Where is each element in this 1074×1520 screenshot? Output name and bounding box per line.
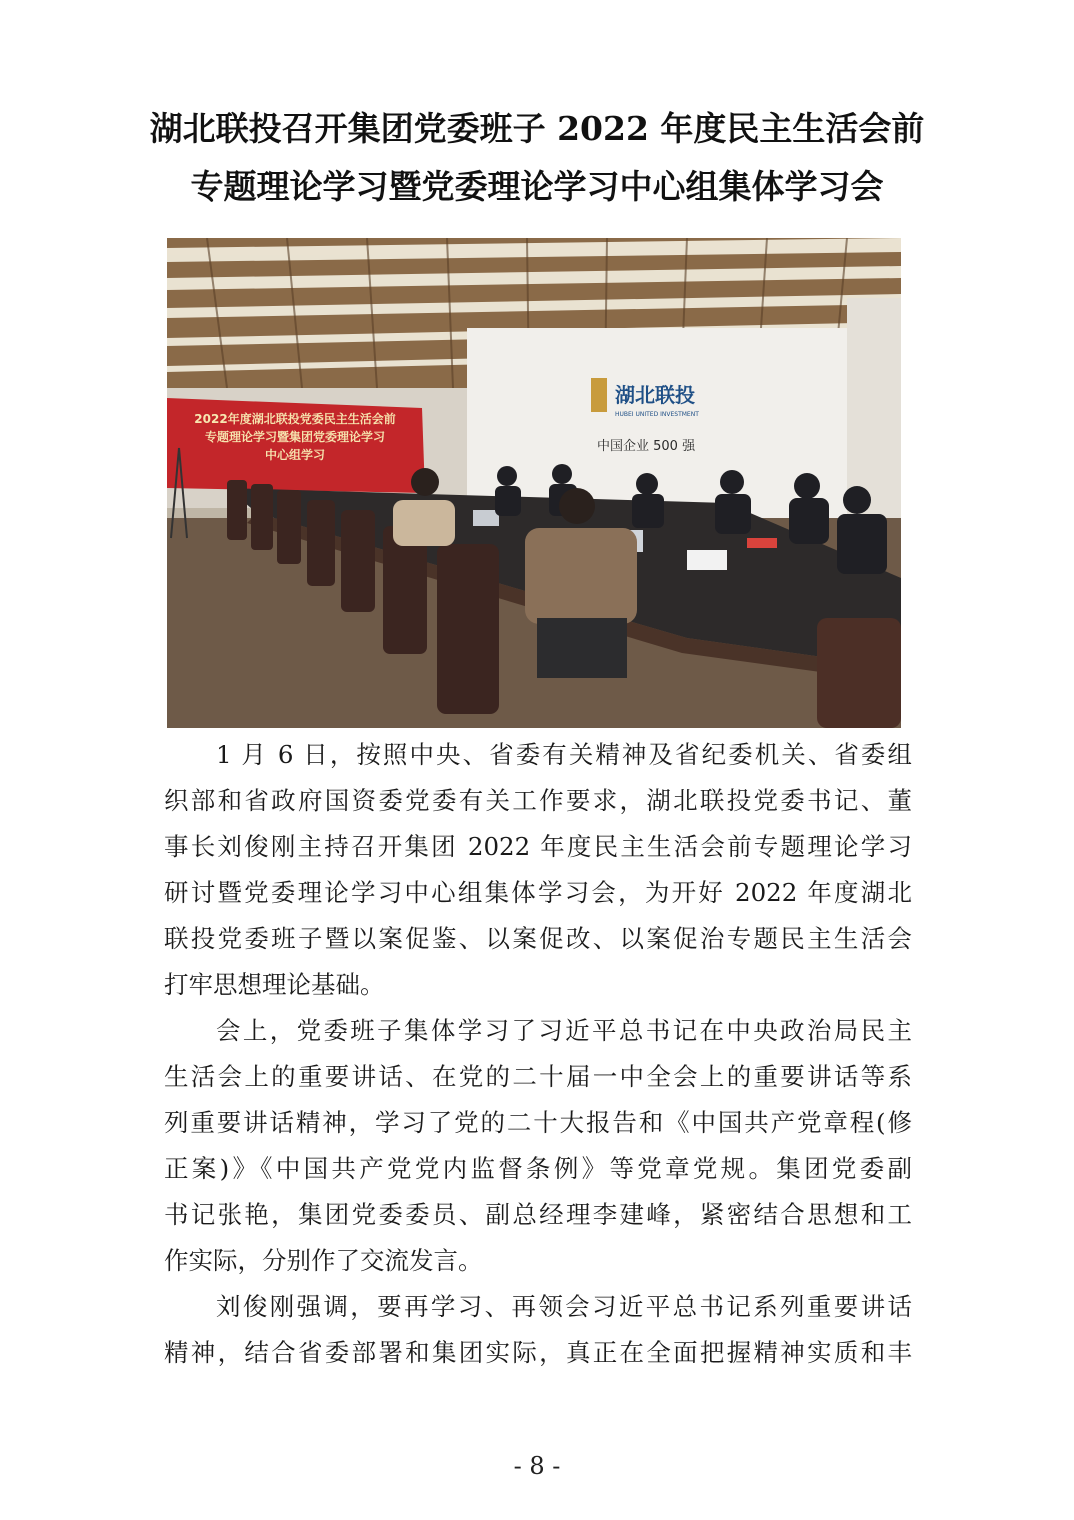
paragraph-2-line-3: 列重要讲话精神，学习了党的二十大报告和《中国共产党章程(修 <box>164 1108 912 1137</box>
paragraph-2-line-1: 会上，党委班子集体学习了习近平总书记在中央政治局民主 <box>216 1016 912 1045</box>
banner-line-2: 专题理论学习暨集团党委理论学习 <box>204 430 386 444</box>
wall-logo-text: 湖北联投 <box>615 383 695 407</box>
document-title <box>0 100 1074 216</box>
wall-slogan: 中国企业 500 强 <box>597 439 696 454</box>
meeting-photo <box>167 238 901 728</box>
company-logo-mark <box>591 378 607 412</box>
paragraph-1-line-3: 事长刘俊刚主持召开集团 2022 年度民主生活会前专题理论学习 <box>164 832 912 861</box>
paragraph-1-line-2: 织部和省政府国资委党委有关工作要求，湖北联投党委书记、董 <box>164 786 912 815</box>
paragraph-2-line-6: 作实际，分别作了交流发言。 <box>164 1246 483 1275</box>
banner-line-3: 中心组学习 <box>264 448 326 462</box>
paragraph-1-line-6: 打牢思想理论基础。 <box>164 970 385 999</box>
wall-logo-en: HUBEI UNITED INVESTMENT <box>615 411 699 418</box>
title-line-1: 湖北联投召开集团党委班子 2022 年度民主生活会前 <box>149 109 925 148</box>
banner-line-1: 2022年度湖北联投党委民主生活会前 <box>194 412 396 426</box>
page-number: - 8 - <box>513 1452 561 1480</box>
title-line-2: 专题理论学习暨党委理论学习中心组集体学习会 <box>190 167 884 206</box>
paragraph-2-line-2: 生活会上的重要讲话、在党的二十届一中全会上的重要讲话等系 <box>164 1062 912 1091</box>
paragraph-1-line-5: 联投党委班子暨以案促鉴、以案促改、以案促治专题民主生活会 <box>164 924 912 953</box>
paragraph-3-line-2: 精神，结合省委部署和集团实际，真正在全面把握精神实质和丰 <box>164 1338 912 1367</box>
paragraph-1-line-1: 1 月 6 日，按照中央、省委有关精神及省纪委机关、省委组 <box>216 740 912 769</box>
paragraph-1-line-4: 研讨暨党委理论学习中心组集体学习会，为开好 2022 年度湖北 <box>164 878 912 907</box>
paragraph-2-line-5: 书记张艳，集团党委委员、副总经理李建峰，紧密结合思想和工 <box>164 1200 912 1229</box>
paragraph-3-line-1: 刘俊刚强调，要再学习、再领会习近平总书记系列重要讲话 <box>216 1292 912 1321</box>
paragraph-2-line-4: 正案)》《中国共产党党内监督条例》等党章党规。集团党委副 <box>164 1154 912 1183</box>
